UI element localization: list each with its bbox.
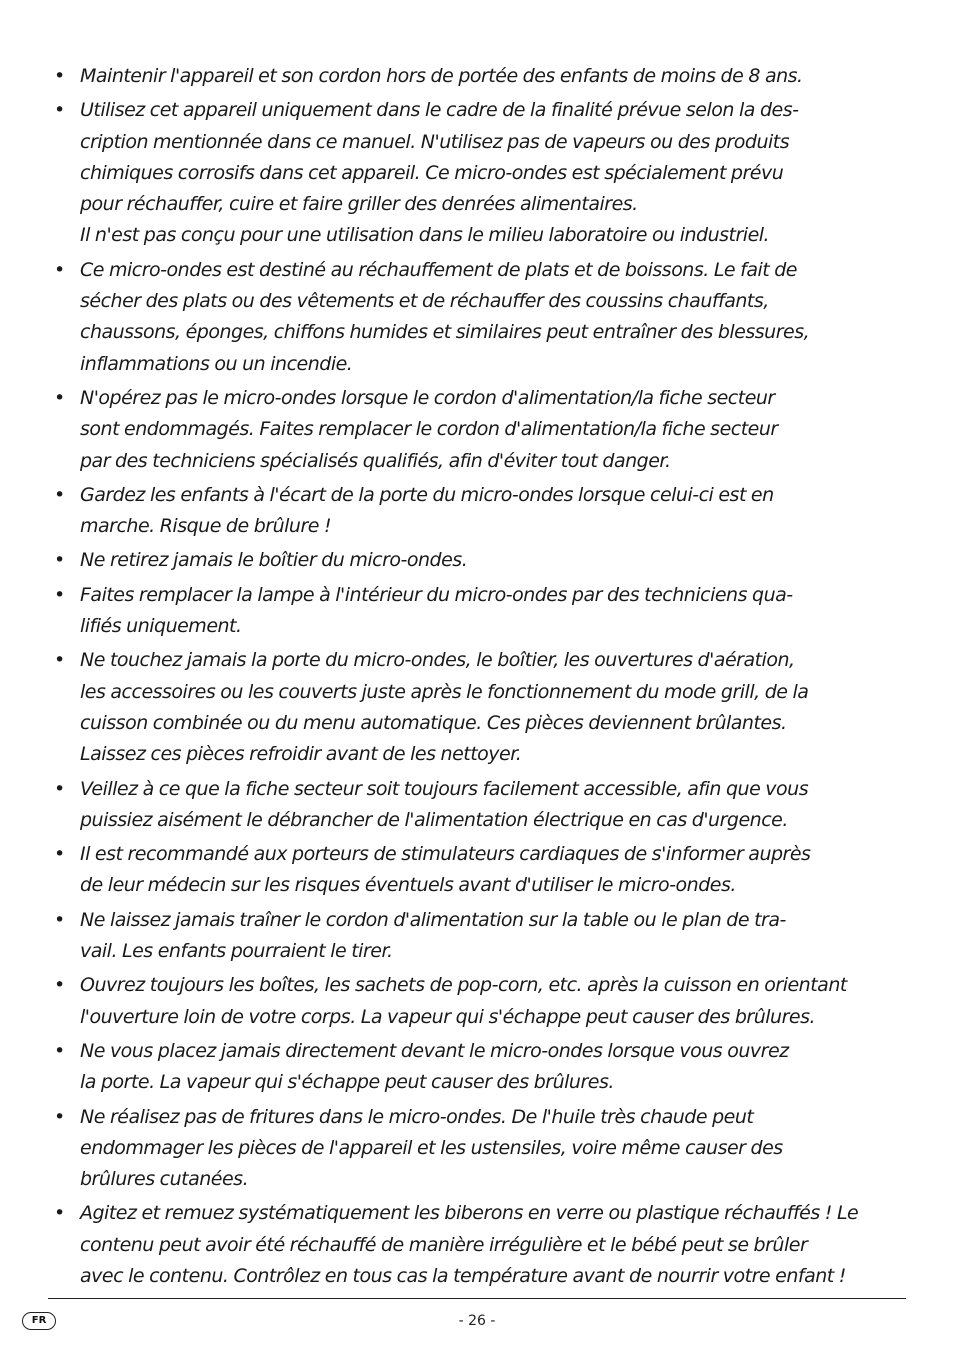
bullet-text-line: Ne vous placez jamais directement devant le micro-ondes lorsque vous ouvrez <box>80 1039 789 1062</box>
bullet-item <box>48 1198 918 1292</box>
footer-divider <box>48 1298 906 1299</box>
bullet-dot: • <box>54 1202 65 1225</box>
bullet-item <box>48 383 918 477</box>
bullet-dot: • <box>54 908 65 931</box>
bullet-item <box>48 545 918 576</box>
bullet-text-line: lifiés uniquement. <box>80 615 242 638</box>
bullet-item <box>48 61 918 92</box>
bullet-dot: • <box>54 1039 65 1062</box>
bullet-text-line: Gardez les enfants à l'écart de la porte du micro-ondes lorsque celui-ci est en <box>80 483 774 506</box>
bullet-text-line: pour réchauffer, cuire et faire griller des denrées alimentaires. <box>80 193 638 216</box>
bullet-text-line: l'ouverture loin de votre corps. La vapeur qui s'échappe peut causer des brûlures. <box>80 1005 816 1028</box>
bullet-dot: • <box>54 386 65 409</box>
bullet-text-line: Faites remplacer la lampe à l'intérieur du micro-ondes par des techniciens qua- <box>80 583 793 606</box>
bullet-text-line: cuisson combinée ou du menu automatique. Ces pièces deviennent brûlantes. <box>80 711 787 734</box>
page-number: - 26 - <box>458 1313 496 1329</box>
bullet-text-line: Ne retirez jamais le boîtier du micro-ondes. <box>80 549 468 572</box>
bullet-dot: • <box>54 258 65 281</box>
bullet-text-line: marche. Risque de brûlure ! <box>80 515 332 538</box>
bullet-dot: • <box>54 583 65 606</box>
bullet-text-line: de leur médecin sur les risques éventuels avant d'utiliser le micro-ondes. <box>80 874 736 897</box>
bullet-text-line: Utilisez cet appareil uniquement dans le cadre de la finalité prévue selon la des- <box>80 99 799 122</box>
language-badge: FR <box>22 1312 56 1330</box>
bullet-text-line: N'opérez pas le micro-ondes lorsque le cordon d'alimentation/la fiche secteur <box>80 386 775 409</box>
bullet-text-line: Ne réalisez pas de fritures dans le micro-ondes. De l'huile très chaude peut <box>80 1105 754 1128</box>
bullet-dot: • <box>54 843 65 866</box>
bullet-dot: • <box>54 483 65 506</box>
bullet-text-line: cription mentionnée dans ce manuel. N'utilisez pas de vapeurs ou des produits <box>80 130 790 153</box>
bullet-text-line: Ce micro-ondes est destiné au réchauffement de plats et de boissons. Le fait de <box>80 258 797 281</box>
bullet-text-line: Veillez à ce que la fiche secteur soit toujours facilement accessible, afin que vous <box>80 777 809 800</box>
bullet-text-line: avec le contenu. Contrôlez en tous cas la température avant de nourrir votre enfant ! <box>80 1264 846 1287</box>
bullet-text-line: endommager les pièces de l'appareil et les ustensiles, voire même causer des <box>80 1136 783 1159</box>
bullet-text-line: contenu peut avoir été réchauffé de manière irrégulière et le bébé peut se brûler <box>80 1233 808 1256</box>
bullet-text-line: Ne laissez jamais traîner le cordon d'alimentation sur la table ou le plan de tra- <box>80 908 786 931</box>
bullet-text-line: brûlures cutanées. <box>80 1168 249 1191</box>
bullet-text-line: chimiques corrosifs dans cet appareil. Ce micro-ondes est spécialement prévu <box>80 161 784 184</box>
bullet-text-line: les accessoires ou les couverts juste après le fonctionnement du mode grill, de la <box>80 680 809 703</box>
safety-instructions <box>48 61 918 1295</box>
bullet-text-line: chaussons, éponges, chiffons humides et similaires peut entraîner des blessures, <box>80 321 810 344</box>
bullet-text-line: Maintenir l'appareil et son cordon hors de portée des enfants de moins de 8 ans. <box>80 65 803 87</box>
bullet-text-line: Il n'est pas conçu pour une utilisation dans le milieu laboratoire ou industriel. <box>80 224 770 247</box>
bullet-item <box>48 905 918 968</box>
bullet-item <box>48 95 918 251</box>
bullet-text-line: Il est recommandé aux porteurs de stimulateurs cardiaques de s'informer auprès <box>80 843 811 866</box>
bullet-text-line: la porte. La vapeur qui s'échappe peut causer des brûlures. <box>80 1071 614 1094</box>
bullet-text-line: sont endommagés. Faites remplacer le cordon d'alimentation/la fiche secteur <box>80 418 778 441</box>
bullet-list <box>48 61 918 1292</box>
bullet-text-line: Ouvrez toujours les boîtes, les sachets de pop-corn, etc. après la cuisson en orientant <box>80 974 847 997</box>
bullet-dot: • <box>54 65 65 87</box>
bullet-text-line: vail. Les enfants pourraient le tirer. <box>80 940 393 963</box>
bullet-text-line: puissiez aisément le débrancher de l'alimentation électrique en cas d'urgence. <box>80 808 788 831</box>
bullet-text-line: inflammations ou un incendie. <box>80 352 353 375</box>
bullet-item <box>48 1036 918 1099</box>
bullet-text-line: Laissez ces pièces refroidir avant de les nettoyer. <box>80 743 522 766</box>
bullet-text-line: Agitez et remuez systématiquement les biberons en verre ou plastique réchauffés ! Le <box>80 1202 859 1225</box>
bullet-item <box>48 580 918 643</box>
bullet-item <box>48 839 918 902</box>
bullet-item <box>48 255 918 380</box>
bullet-dot: • <box>54 1105 65 1128</box>
bullet-dot: • <box>54 777 65 800</box>
bullet-item <box>48 1102 918 1196</box>
bullet-item <box>48 645 918 770</box>
bullet-item <box>48 774 918 837</box>
bullet-dot: • <box>54 649 65 672</box>
bullet-text-line: par des techniciens spécialisés qualifiés, afin d'éviter tout danger. <box>80 449 671 472</box>
bullet-item <box>48 480 918 543</box>
bullet-text-line: Ne touchez jamais la porte du micro-ondes, le boîtier, les ouvertures d'aération, <box>80 649 795 672</box>
bullet-dot: • <box>54 549 65 572</box>
bullet-text-line: sécher des plats ou des vêtements et de réchauffer des coussins chauffants, <box>80 290 769 313</box>
bullet-item <box>48 970 918 1033</box>
bullet-dot: • <box>54 99 65 122</box>
bullet-dot: • <box>54 974 65 997</box>
